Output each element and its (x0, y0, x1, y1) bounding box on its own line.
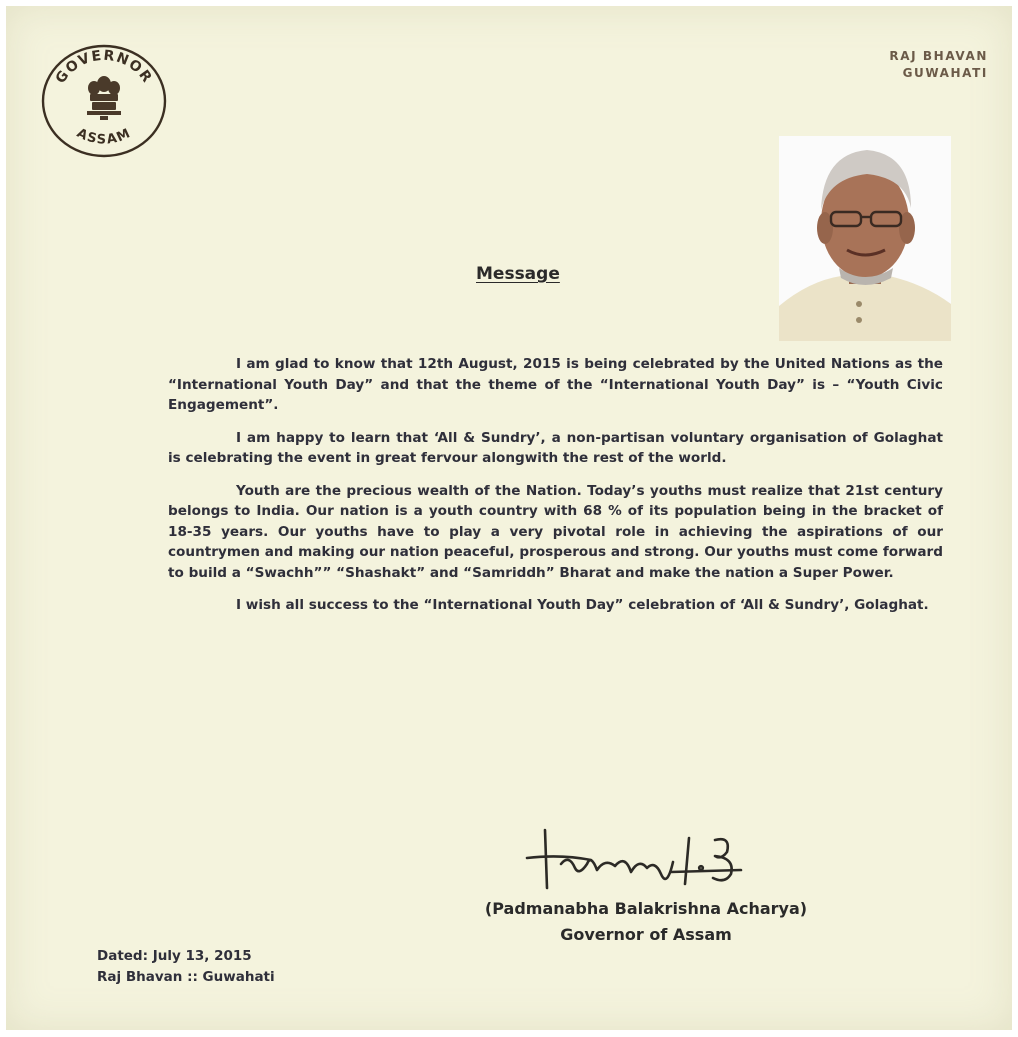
address-block (889, 48, 988, 82)
address-line-2: GUWAHATI (902, 66, 988, 80)
seal-top-text: GOVERNOR (52, 47, 156, 87)
handwritten-signature (521, 824, 781, 896)
letter-page (6, 6, 1012, 1030)
national-emblem-icon (87, 76, 121, 120)
paragraph-4: I wish all success to the “International Youth Day” celebration of ‘All & Sundry’, Golaghat. (236, 597, 929, 613)
date-line: Dated: July 13, 2015 (97, 948, 252, 964)
address-line-1: RAJ BHAVAN (889, 49, 988, 63)
governor-seal (40, 42, 168, 160)
paragraph-1: I am glad to know that 12th August, 2015 is being celebrated by the United Nations as the “International Youth Day” and that the theme of the “International Youth Day” is – “Youth Civic Engagement”. (168, 356, 943, 413)
paragraph-3: Youth are the precious wealth of the Nation. Today’s youths must realize that 21st century belongs to India. Our nation is a youth country with 68 % of its population being in the bracket of 18-35 years. Our youths have to play a very pivotal role in achieving the aspirations of our countrymen and making our nation peaceful, prosperous and strong. Our youths must come forward to build a “Swachh”” “Shashakt” and “Samriddh” Bharat and make the nation a Super Power. (168, 482, 943, 581)
seal-bottom-text: ASSAM (74, 125, 134, 148)
signer-block (461, 896, 831, 948)
governor-portrait (779, 136, 951, 341)
message-body (168, 354, 943, 628)
dated-block (97, 946, 275, 988)
signer-name: (Padmanabha Balakrishna Acharya) (484, 899, 808, 918)
page-title: Message (476, 264, 560, 284)
place-line: Raj Bhavan :: Guwahati (97, 969, 275, 985)
svg-text:ASSAM (74, 126, 134, 148)
paragraph-2: I am happy to learn that ‘All & Sundry’, a non-partisan voluntary organisation of Golaghat is celebrating the event in great fervour alongwith the rest of the world. (168, 429, 943, 466)
signer-designation: Governor of Assam (560, 925, 732, 944)
